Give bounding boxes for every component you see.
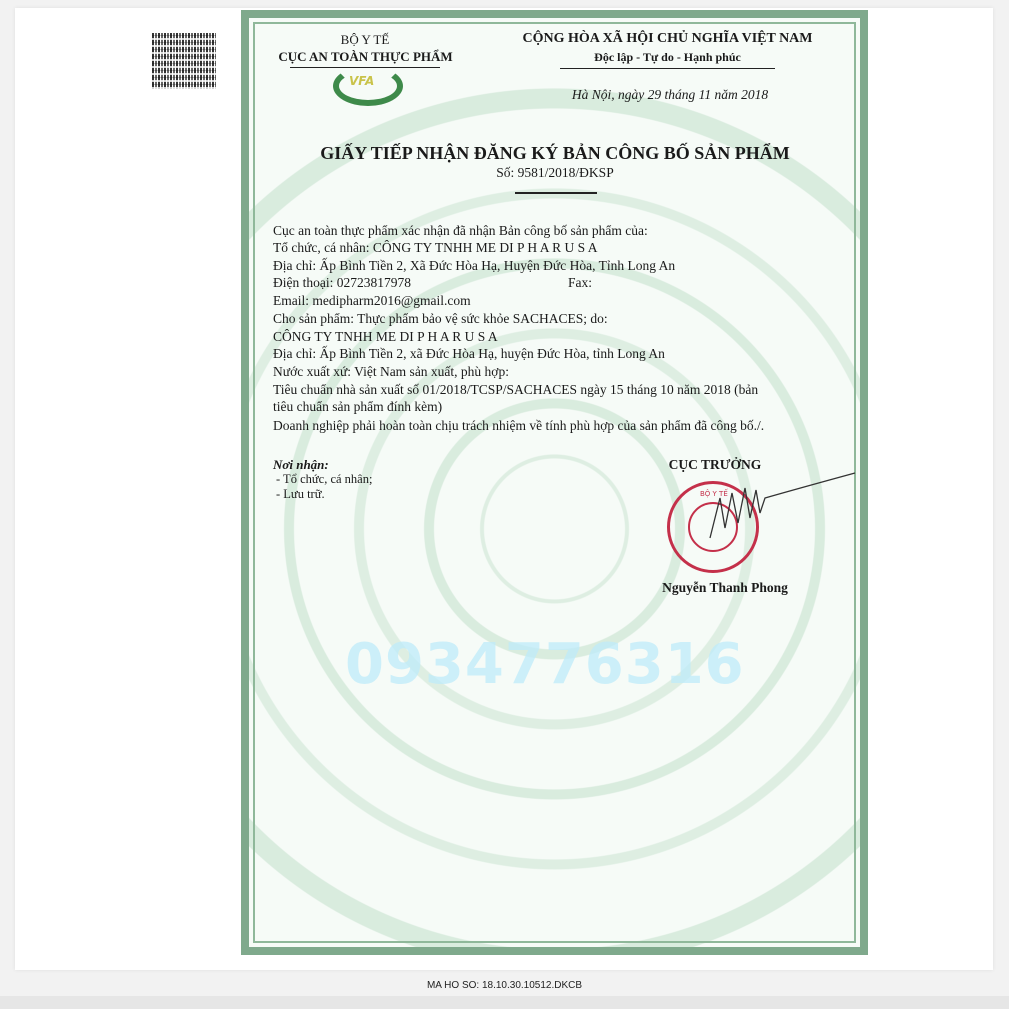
qr-code-icon: [152, 33, 216, 89]
recipient-item: - Tổ chức, cá nhân;: [276, 472, 373, 486]
signature-icon: [690, 468, 860, 548]
national-motto: Độc lập - Tự do - Hạnh phúc: [594, 50, 741, 64]
header-right-underline: [560, 68, 775, 69]
record-code: MA HO SO: 18.10.30.10512.DKCB: [426, 980, 583, 991]
vfa-logo-text: VFA: [349, 74, 375, 88]
signatory-name: Nguyễn Thanh Phong: [662, 580, 788, 595]
title-underline: [515, 192, 597, 194]
body-line-address: Địa chỉ: Ấp Bình Tiền 2, Xã Đức Hòa Hạ, Huyện Đức Hòa, Tỉnh Long An: [273, 258, 676, 273]
body-line-phone: Điện thoại: 02723817978: [273, 275, 411, 290]
body-line-manufacturer: CÔNG TY TNHH ME DI P H A R U S A: [273, 329, 498, 344]
recipients-label: Nơi nhận:: [273, 457, 329, 472]
body-line-manufacturer-address: Địa chỉ: Ấp Bình Tiền 2, xã Đức Hòa Hạ, huyện Đức Hòa, tỉnh Long An: [273, 346, 665, 361]
signatory-title: CỤC TRƯỞNG: [668, 457, 762, 472]
body-fax-label: Fax:: [568, 275, 593, 290]
body-line-intro: Cục an toàn thực phẩm xác nhận đã nhận Bản công bố sản phẩm của:: [273, 223, 648, 238]
recipient-item: - Lưu trữ.: [276, 487, 325, 501]
phone-watermark: 0934776316: [345, 632, 745, 697]
document-number: Số: 9581/2018/ĐKSP: [496, 165, 614, 180]
country-name: CỘNG HÒA XÃ HỘI CHỦ NGHĨA VIỆT NAM: [522, 31, 813, 46]
body-line-origin: Nước xuất xứ: Việt Nam sản xuất, phù hợp:: [273, 364, 509, 379]
body-line-standard: Tiêu chuẩn nhà sản xuất số 01/2018/TCSP/SACHACES ngày 15 tháng 10 năm 2018 (bản: [273, 382, 759, 397]
body-line-responsibility: Doanh nghiệp phải hoàn toàn chịu trách nhiệm về tính phù hợp của sản phẩm đã công bố./.: [273, 418, 765, 433]
department-name: CỤC AN TOÀN THỰC PHẨM: [278, 49, 453, 64]
ministry-name: BỘ Y TẾ: [340, 32, 390, 47]
place-and-date: Hà Nội, ngày 29 tháng 11 năm 2018: [571, 87, 769, 102]
body-line-product: Cho sản phẩm: Thực phẩm bảo vệ sức khỏe SACHACES; do:: [273, 311, 608, 326]
document-title: GIẤY TIẾP NHẬN ĐĂNG KÝ BẢN CÔNG BỐ SẢN PHẨM: [320, 143, 790, 163]
stamp-top-text: BỘ Y TẾ: [700, 490, 728, 498]
bottom-bar: [0, 996, 1009, 1009]
body-line-email: Email: medipharm2016@gmail.com: [273, 293, 471, 308]
body-line-organization: Tổ chức, cá nhân: CÔNG TY TNHH ME DI P H A R U S A: [273, 240, 598, 255]
body-line-standard-cont: tiêu chuẩn sản phẩm đính kèm): [273, 399, 443, 414]
